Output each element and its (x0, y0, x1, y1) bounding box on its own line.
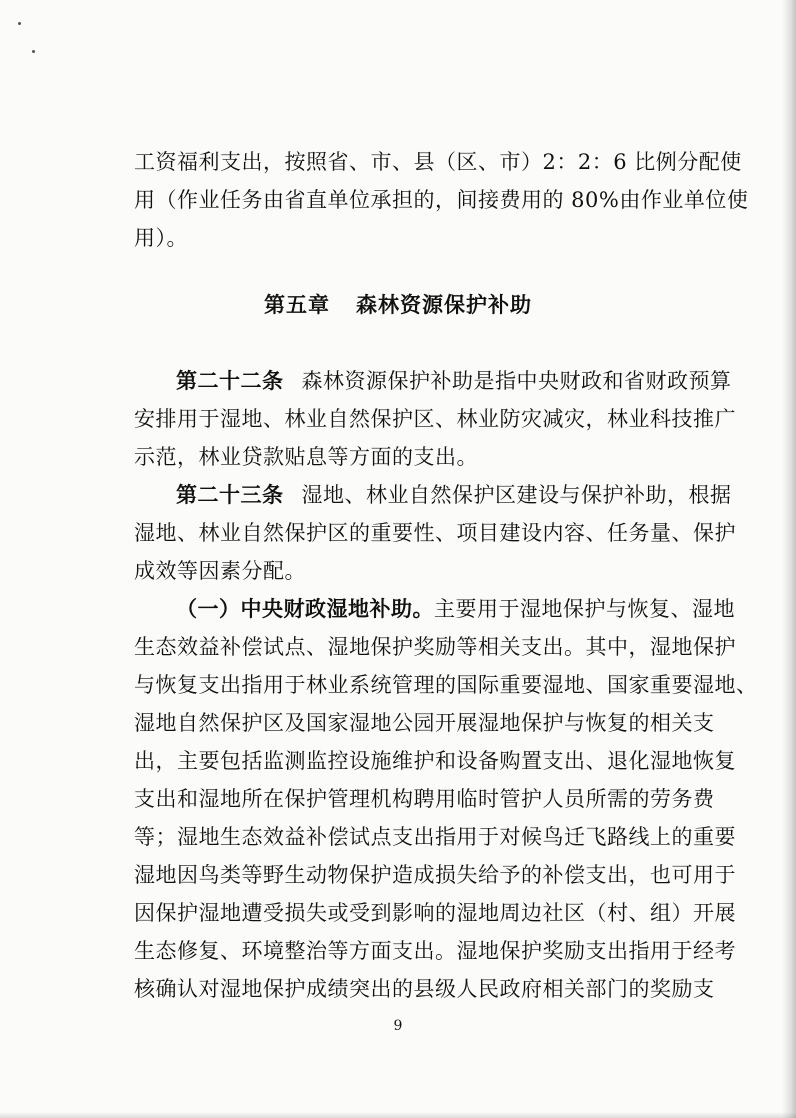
chapter-heading (0, 290, 796, 320)
scan-speck (18, 22, 21, 25)
scan-bottom-shadow (0, 1112, 796, 1118)
chapter-number: 第五章 (264, 292, 330, 317)
text-line: 成效等因素分配。 (134, 559, 306, 583)
article-23-label: 第二十三条 (176, 482, 284, 507)
text-line: 湿地自然保护区及国家湿地公园开展湿地保护与恢复的相关支 (134, 711, 715, 735)
item-1-text: 主要用于湿地保护与恢复、湿地 (434, 597, 735, 621)
scan-edge-shadow (782, 0, 796, 1118)
page-number: 9 (393, 1018, 403, 1034)
article-22-text: 森林资源保护补助是指中央财政和省财政预算 (301, 369, 732, 393)
text-line: 生态修复、环境整治等方面支出。湿地保护奖励支出指用于经考 (134, 939, 736, 963)
text-line: 与恢复支出指用于林业系统管理的国际重要湿地、国家重要湿地、 (134, 673, 758, 697)
article-23-text: 湿地、林业自然保护区建设与保护补助，根据 (301, 483, 732, 507)
text-line: 出，主要包括监测监控设施维护和设备购置支出、退化湿地恢复 (134, 749, 736, 773)
item-1-first-line (176, 594, 735, 624)
text-line: 湿地、林业自然保护区的重要性、项目建设内容、任务量、保护 (134, 521, 736, 545)
item-1-label: （一）中央财政湿地补助。 (176, 596, 434, 621)
text-line: 生态效益补偿试点、湿地保护奖励等相关支出。其中，湿地保护 (134, 635, 736, 659)
chapter-title: 森林资源保护补助 (356, 292, 532, 317)
text-line: 核确认对湿地保护成绩突出的县级人民政府相关部门的奖励支 (134, 977, 715, 1001)
article-23-first-line (176, 480, 732, 510)
text-line: 支出和湿地所在保护管理机构聘用临时管护人员所需的劳务费 (134, 787, 715, 811)
scan-speck (32, 50, 35, 53)
text-line: 示范，林业贷款贴息等方面的支出。 (134, 445, 478, 469)
text-line: 安排用于湿地、林业自然保护区、林业防灾减灾，林业科技推广 (134, 407, 736, 431)
text-line: 工资福利支出，按照省、市、县（区、市）2：2：6 比例分配使 (134, 150, 742, 174)
text-line: 用）。 (134, 226, 188, 250)
text-line: 用（作业任务由省直单位承担的，间接费用的 80%由作业单位使 (134, 188, 749, 212)
text-line: 等；湿地生态效益补偿试点支出指用于对候鸟迁飞路线上的重要 (134, 825, 736, 849)
article-22-first-line (176, 366, 732, 396)
text-line: 湿地因鸟类等野生动物保护造成损失给予的补偿支出，也可用于 (134, 863, 736, 887)
text-line: 因保护湿地遭受损失或受到影响的湿地周边社区（村、组）开展 (134, 901, 736, 925)
article-22-label: 第二十二条 (176, 368, 284, 393)
